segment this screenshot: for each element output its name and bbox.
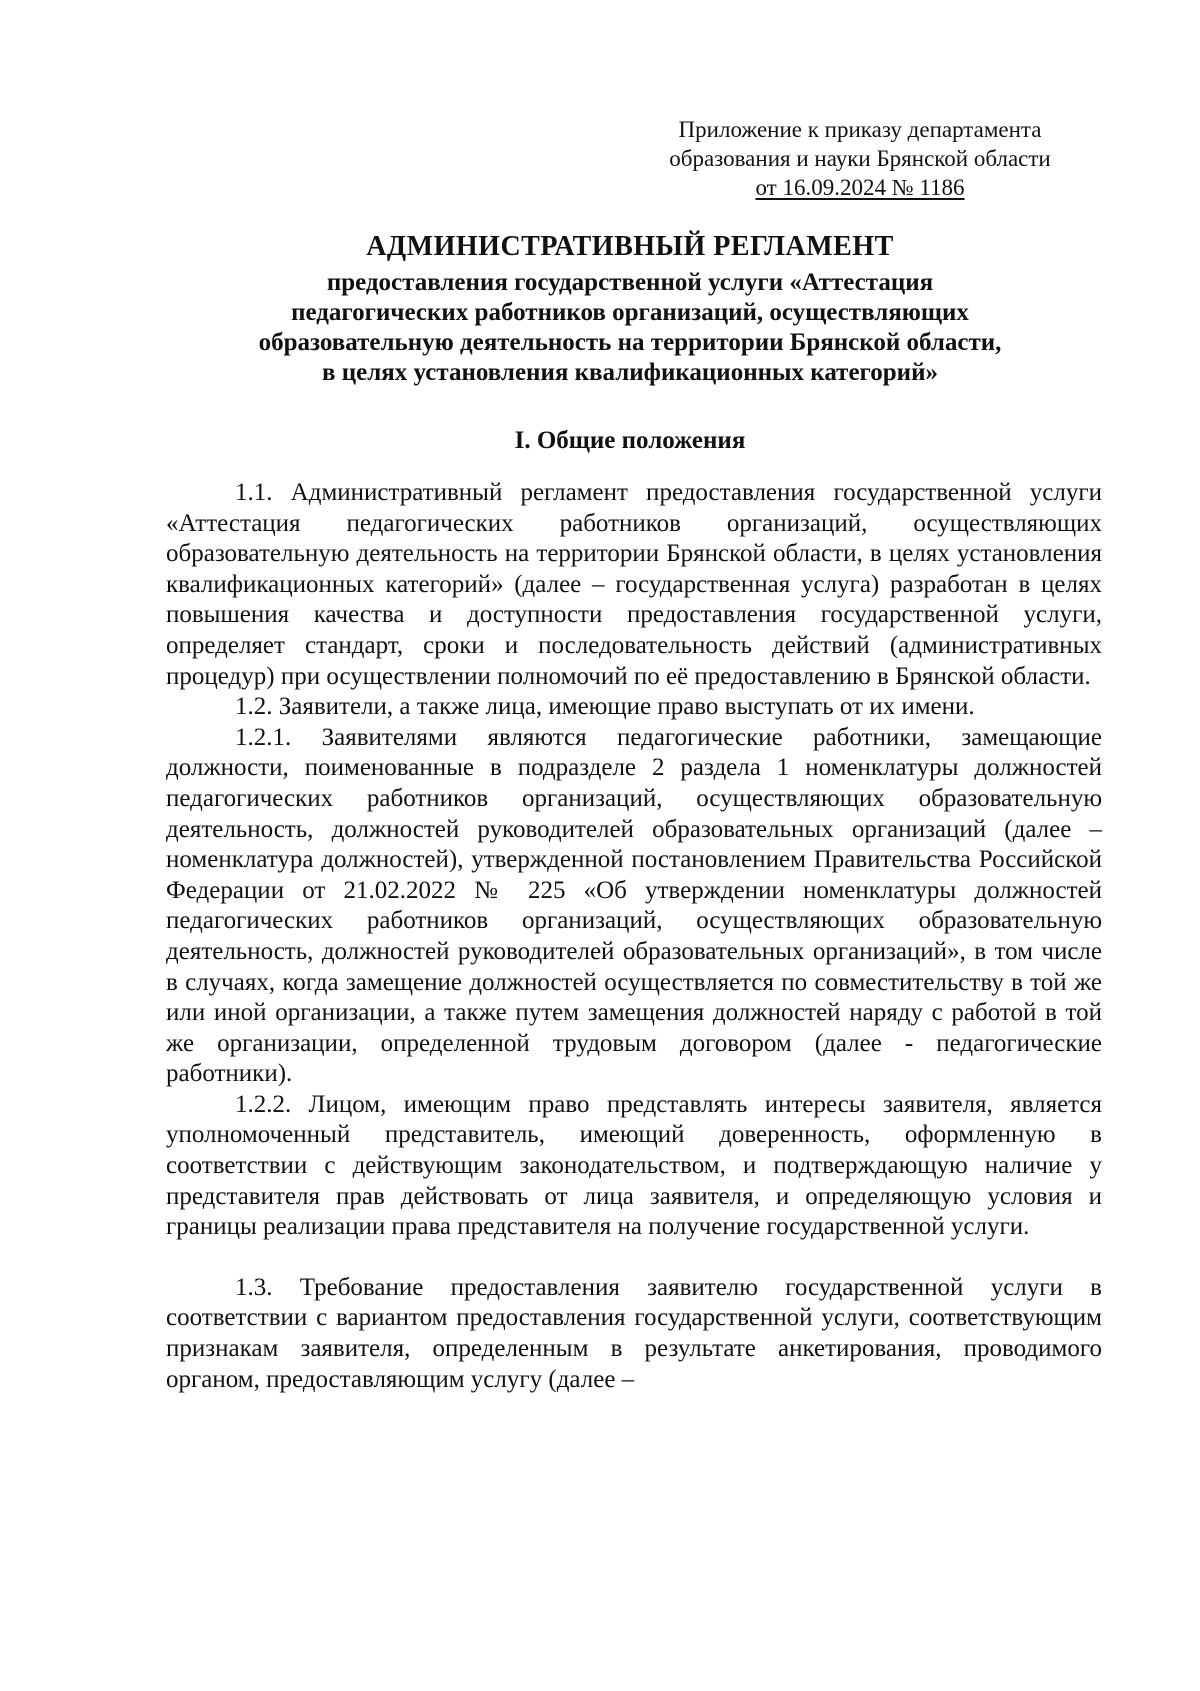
annex-line-2: образования и науки Брянской области [669,146,1051,171]
document-body [166,478,1102,1395]
paragraph-1-2-2: 1.2.2. Лицом, имеющим право представлять интересы заявителя, является уполномоченный представитель, имеющий доверенность, оформленную в соответствии с действующим законодательством, и подтверждающую наличие у представителя прав действовать от лица заявителя, и определяющую условия и границы реализации права представителя на получение государственной услуги. [166,1090,1102,1241]
subtitle-line-3: образовательную деятельность на территории Брянской области, [258,329,1002,356]
subtitle-line-4: в целях установления квалификационных категорий» [322,359,938,386]
subtitle-line-2: педагогических работников организаций, осуществляющих [291,299,969,326]
document-title: АДМИНИСТРАТИВНЫЙ РЕГЛАМЕНТ [366,231,894,262]
document-title-block [160,230,1100,388]
annex-header [640,115,1080,202]
paragraph-1-1: 1.1. Административный регламент предоставления государственной услуги «Аттестация педагогических работников организаций, осуществляющих образовательную деятельность на территории Брянской области, в целях установления квалификационных категорий» (далее – государственная услуга) разработан в целях повышения качества и доступности предоставления государственной услуги, определяет стандарт, сроки и последовательность действий (административных процедур) при осуществлении полномочий по её предоставлению в Брянской области. [166,479,1102,690]
paragraph-gap [166,1243,1102,1273]
paragraph-1-3: 1.3. Требование предоставления заявителю государственной услуги в соответствии с вариантом предоставления государственной услуги, соответствующим признакам заявителя, определенным в результате анкетирования, проводимого органом, предоставляющим услугу (далее – [166,1273,1102,1393]
paragraph-1-2-1: 1.2.1. Заявителями являются педагогические работники, замещающие должности, поименованные в подразделе 2 раздела 1 номенклатуры должностей педагогических работников организаций, осуществляющих образовательную деятельность, должностей руководителей образовательных организаций (далее – номенклатура должностей), утвержденной постановлением Правительства Российской Федерации от 21.02.2022 № 225 «Об утверждении номенклатуры должностей педагогических работников организаций, осуществляющих образовательную деятельность, должностей руководителей образовательных организаций», в том числе в случаях, когда замещение должностей осуществляется по совместительству в той же или иной организации, а также путем замещения должностей наряду с работой в той же организации, определенной трудовым договором (далее - педагогические работники). [166,723,1102,1088]
document-subtitle [160,268,1100,388]
order-reference: от 16.09.2024 № 1186 [755,175,965,200]
paragraph-1-2: 1.2. Заявители, а также лица, имеющие право выступать от их имени. [235,693,975,721]
section-heading: I. Общие положения [514,427,746,454]
annex-line-1: Приложение к приказу департамента [678,117,1042,142]
subtitle-line-1: предоставления государственной услуги «Аттестация [326,269,934,296]
